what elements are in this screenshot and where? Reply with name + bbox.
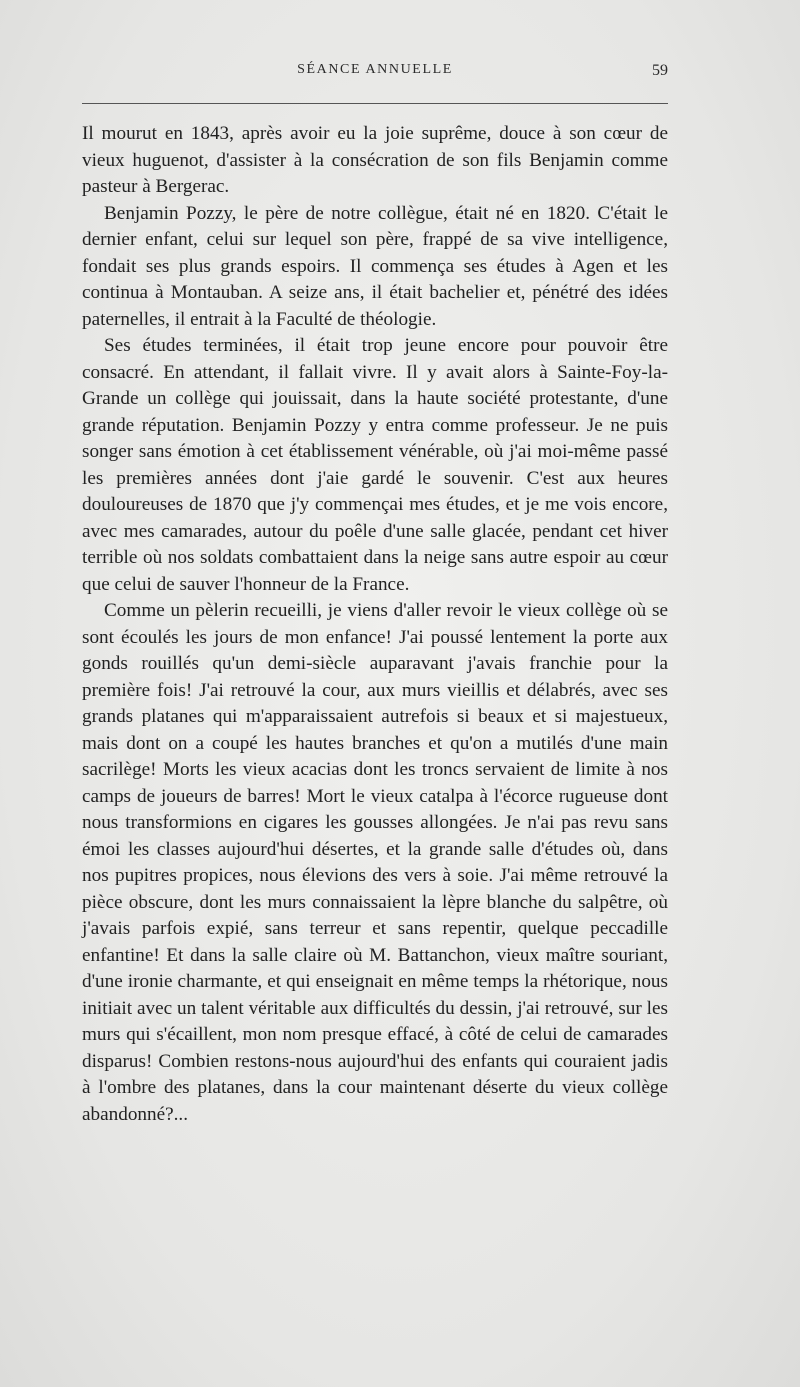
running-head [82, 62, 668, 86]
paragraph: Benjamin Pozzy, le père de notre collègue, était né en 1820. C'était le dernier enfant, celui sur lequel son père, frappé de sa vive intelligence, fondait ses plus grands espoirs. Il commença ses études à Agen et les continua à Montauban. A seize ans, il était bachelier et, pénétré des idées paternelles, il entrait à la Faculté de théologie. [82, 202, 668, 330]
header-rule [82, 103, 668, 104]
paragraph: Comme un pèlerin recueilli, je viens d'aller revoir le vieux collège où se sont écoulés les jours de mon enfance! J'ai poussé lentement la porte aux gonds rouillés qu'un demi-siècle auparavant j'avais franchie pour la première fois! J'ai retrouvé la cour, aux murs vieillis et délabrés, avec ses grands platanes qui m'apparaissaient autrefois si beaux et si majestueux, mais dont on a coupé les hautes branches et qu'on a mutilés d'une main sacrilège! Morts les vieux acacias dont les troncs servaient de limite à nos camps de joueurs de barres! Mort le vieux catalpa à l'écorce rugueuse dont nous transformions en cigares les gousses allongées. Je n'ai pas revu sans émoi les classes aujourd'hui désertes, et la grande salle d'études où, dans nos pupitres propices, nous élevions des vers à soie. J'ai même retrouvé la pièce obscure, dont les murs connaissaient la lèpre blanche du salpêtre, où j'avais parfois expié, sans terreur et sans repentir, quelque peccadille enfantine! Et dans la salle claire où M. Battanchon, vieux maître souriant, d'une ironie charmante, et qui enseignait en même temps la rhétorique, nous initiait avec un talent véritable aux difficultés du dessin, j'ai retrouvé, sur les murs qui s'écaillent, mon nom presque effacé, à côté de celui de camarades disparus! Combien restons-nous aujourd'hui des enfants qui couraient jadis à l'ombre des platanes, dans la cour maintenant déserte du vieux collège abandonné?... [82, 600, 668, 1125]
page-number: 59 [652, 62, 668, 79]
paragraph: Il mourut en 1843, après avoir eu la joie suprême, douce à son cœur de vieux huguenot, d'assister à la consécration de son fils Benjamin comme pasteur à Bergerac. [82, 123, 668, 197]
body-text [82, 121, 668, 1128]
paragraph: Ses études terminées, il était trop jeune encore pour pouvoir être consacré. En attendant, il fallait vivre. Il y avait alors à Sainte-Foy-la-Grande un collège qui jouissait, dans la haute société protestante, d'une grande réputation. Benjamin Pozzy y entra comme professeur. Je ne puis songer sans émotion à cet établissement vénérable, où j'ai moi-même passé les premières années dont j'aie gardé le souvenir. C'est aux heures douloureuses de 1870 que j'y commençai mes études, et je me vois encore, avec mes camarades, autour du poêle d'une salle glacée, pendant cet hiver terrible où nos soldats combattaient dans la neige sans autre espoir au cœur que celui de sauver l'honneur de la France. [82, 335, 668, 595]
running-title: SÉANCE ANNUELLE [297, 62, 453, 77]
